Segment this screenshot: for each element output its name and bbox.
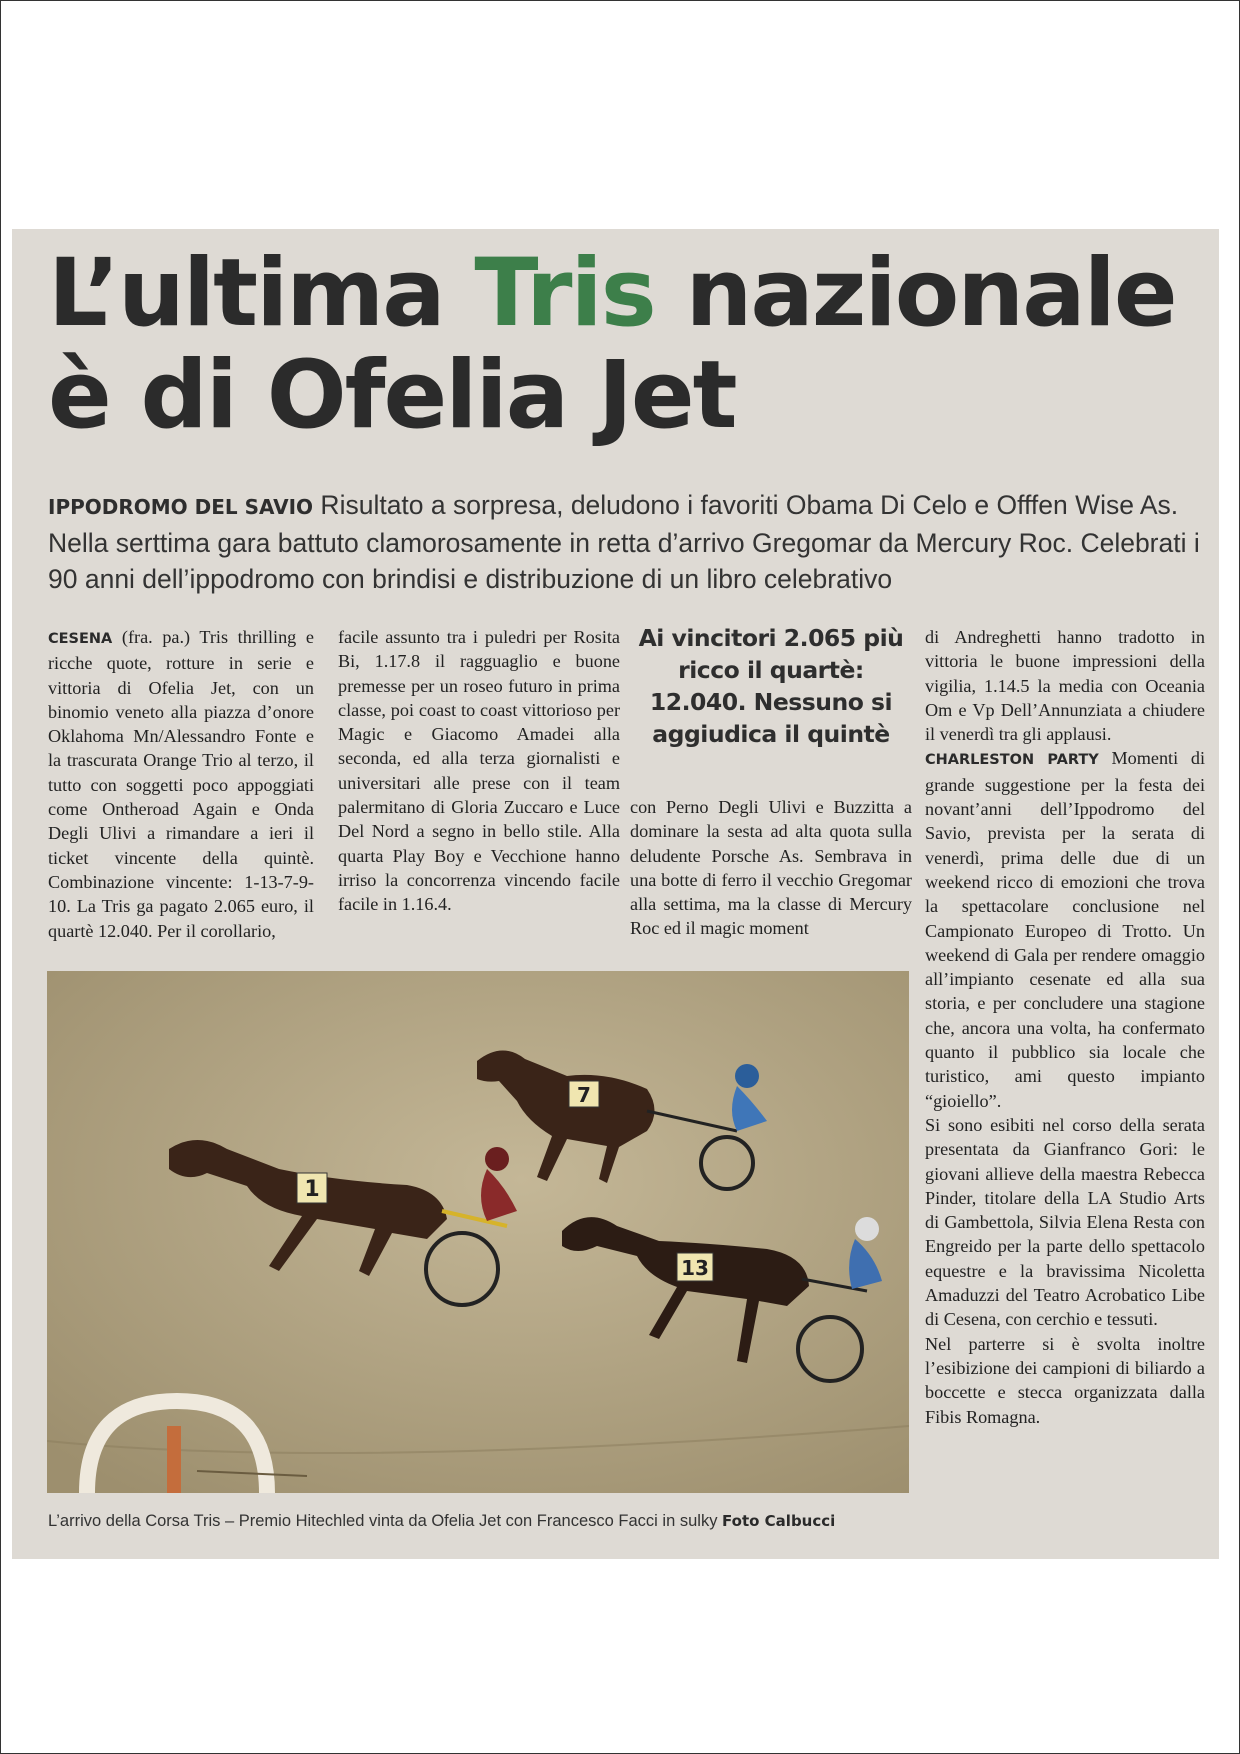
- dateline: CESENA: [48, 631, 113, 647]
- column-3-text: con Perno Degli Ulivi e Buzzitta a dominare la sesta ad alta quota sulla deludente Porsche As. Sembrava in una botte di ferro il vecchio Gregomar alla settima, ma la classe di Mercury Roc ed il magic moment: [630, 797, 912, 939]
- horse-1-number: 1: [304, 1177, 320, 1202]
- headline-accent-word: Tris: [474, 239, 655, 348]
- deck-kicker: IPPODROMO DEL SAVIO: [48, 495, 314, 519]
- section-lead: CHARLESTON PARTY: [925, 752, 1099, 769]
- photo-caption: [48, 1510, 910, 1532]
- photo-credit: Foto Calbucci: [722, 1512, 836, 1530]
- headline-suffix: nazionale è di Ofelia Jet: [48, 239, 1176, 450]
- column-4-paragraph-3: Si sono esibiti nel corso della serata presentata da Gianfranco Gori: le giovani allieve della maestra Rebecca Pinder, titolare della LA Studio Arts di Gambettola, Silvia Elena Resta con Engreido per la parte dello spettacolo equestre e la bravissima Nicoletta Amaduzzi del Teatro Acrobatico Libe di Cesena, con cerchio e tessuti.: [925, 1114, 1205, 1330]
- race-photo: [47, 971, 909, 1493]
- column-2: [338, 625, 620, 917]
- horse-7-number: 7: [577, 1083, 591, 1107]
- deck-text: Risultato a sorpresa, deludono i favoriti Obama Di Celo e Offfen Wise As. Nella serttima gara battuto clamorosamente in retta d’arrivo Gregomar da Mercury Roc. Celebrati i 90 anni dell’ippodromo con brindisi e distribuzione di un libro celebrativo: [48, 490, 1200, 594]
- column-4-paragraph-4: Nel parterre si è svolta inoltre l’esibizione dei campioni di biliardo a boccette e stecca organizzata dalla Fibis Romagna.: [925, 1333, 1205, 1427]
- column-1-text: (fra. pa.) Tris thrilling e ricche quote, rotture in serie e vittoria di Ofelia Jet, con un binomio veneto alla piazza d’onore Oklahoma Mn/Alessandro Fonte e la trascurata Orange Trio al terzo, il tutto con soggetti poco appoggiati come Ontheroad Again e Onda Degli Ulivi a rimandare a ieri il ticket vincente della quintè. Combinazione vincente: 1-13-7-9-10. La Tris ga pagato 2.065 euro, il quartè 12.040. Per il corollario,: [48, 627, 314, 941]
- headline: [48, 239, 1208, 450]
- column-4-paragraph-1: di Andreghetti hanno tradotto in vittoria le buone impressioni della vigilia, 1.14.5 la media con Oceania Om e Vp Dell’Annunziata a chiudere il venerdì tra gli applausi.: [925, 627, 1205, 745]
- pull-quote: Ai vincitori 2.065 più ricco il quartè: 12.040. Nessuno si aggiudica il quintè: [638, 624, 904, 748]
- column-4: [925, 625, 1205, 1429]
- newspaper-clipping: [12, 229, 1219, 1559]
- horse-13-number: 13: [681, 1256, 709, 1280]
- caption-text: L’arrivo della Corsa Tris – Premio Hitechled vinta da Ofelia Jet con Francesco Facci in sulky: [48, 1512, 723, 1530]
- column-3: [630, 795, 912, 941]
- headline-prefix: L’ultima: [48, 239, 475, 348]
- column-4-paragraph-2-text: Momenti di grande suggestione per la festa dei novant’anni dell’Ippodromo del Savio, prevista per la serata di venerdì, prima delle due di un weekend ricco di emozioni che trova la spettacolare conclusione nel Campionato Europeo di Trotto. Un weekend di Gala per rendere omaggio all’impianto cesenate ed alla sua storia, e per concludere una stagione che, ancora una volta, ha confermato quanto il pubblico sia locale che turistico, ami questo impianto “gioiello”.: [925, 748, 1205, 1111]
- column-4-paragraph-2: [925, 746, 1205, 1112]
- paragraph: [48, 625, 314, 943]
- column-1: [48, 625, 314, 943]
- subheadline: [48, 487, 1208, 597]
- race-photo-illustration: [47, 971, 909, 1493]
- column-2-text: facile assunto tra i puledri per Rosita Bi, 1.17.8 il ragguaglio e buone premesse per un roseo futuro in prima classe, poi coast to coast vittorioso per Magic e Giacomo Amadei alla seconda, ed alla terza giornalisti e universitari alle prese con il team palermitano di Gloria Zuccaro e Luce Del Nord a segno in bello stile. Alla quarta Play Boy e Vecchione hanno irriso la concorrenza vincendo facile facile in 1.16.4.: [338, 627, 620, 915]
